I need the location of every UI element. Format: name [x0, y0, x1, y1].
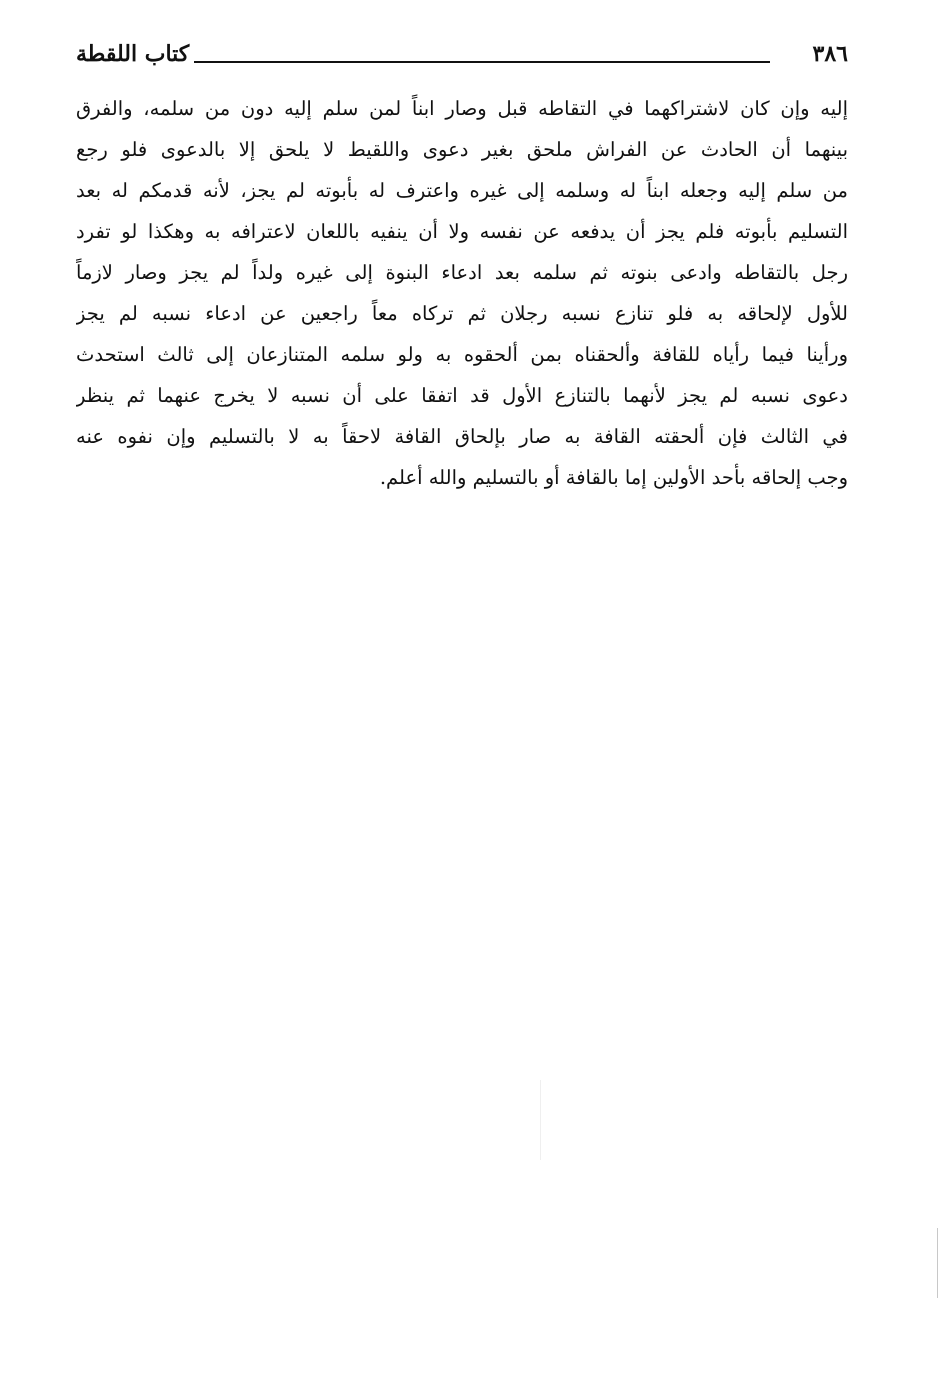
text-line: من سلم إليه وجعله ابناً له وسلمه إلى غيره واعترف له بأبوته لم يجز، لأنه قدمكم له بعد	[76, 179, 848, 202]
header-rule	[194, 61, 770, 63]
text-line: التسليم بأبوته فلم يجز أن يدفعه عن نفسه ولا أن ينفيه باللعان لاعترافه به وهكذا لو تفرد	[76, 220, 848, 243]
text-line: للأول لإلحاقه به فلو تنازع نسبه رجلان ثم تركاه معاً راجعين عن ادعاء نسبه لم يجز	[76, 302, 848, 325]
text-line: ورأينا فيما رأياه للقافة وألحقناه بمن ألحقوه به ولو سلمه المتنازعان إلى ثالث استحدث	[76, 343, 848, 366]
page-number: ٣٨٦	[812, 41, 848, 67]
body-text	[76, 88, 848, 498]
text-line: رجل بالتقاطه وادعى بنوته ثم سلمه بعد ادعاء البنوة إلى غيره ولداً لم يجز وصار لازماً	[76, 261, 848, 284]
scan-edge-mark	[937, 1228, 938, 1298]
page-header	[76, 36, 848, 76]
text-line: دعوى نسبه لم يجز لأنهما بالتنازع الأول قد اتفقا على أن نسبه لا يخرج عنهما ثم ينظر	[76, 384, 848, 407]
text-line: إليه وإن كان لاشتراكهما في التقاطه قبل وصار ابناً لمن سلم إليه دون من سلمه، والفرق	[76, 97, 848, 120]
text-line-last: وجب إلحاقه بأحد الأولين إما بالقافة أو بالتسليم والله أعلم.	[379, 466, 848, 489]
book-title: كتاب اللقطة	[76, 41, 190, 67]
scan-faint-mark	[540, 1080, 541, 1160]
text-line: بينهما أن الحادث عن الفراش ملحق بغير دعوى واللقيط لا يلحق إلا بالدعوى فلو رجع	[76, 138, 848, 161]
text-line: في الثالث فإن ألحقته القافة به صار بإلحاق القافة لاحقاً به لا بالتسليم وإن نفوه عنه	[76, 425, 848, 448]
